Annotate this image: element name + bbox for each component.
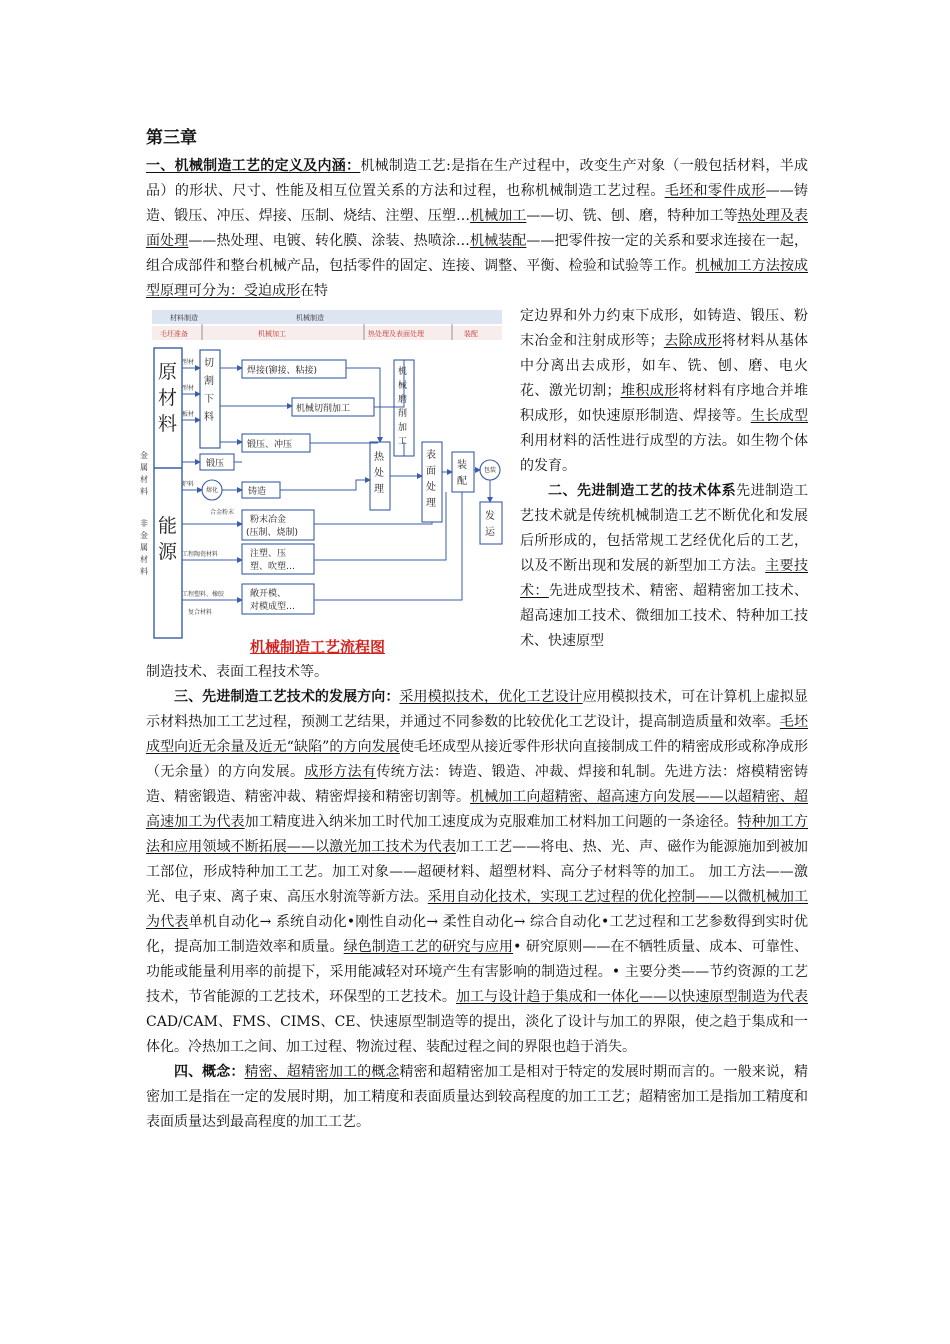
label-material-manufacturing: 材料制造 xyxy=(170,314,198,322)
svg-text:敞开模、: 敞开模、 xyxy=(250,589,287,599)
section-3-paragraph: 三、先进制造工艺技术的发展方向：采用模拟技术，优化工艺设计应用模拟技术，可在计算机上虚拟显示材料热加工工艺过程，预测工艺结果，并通过不同参数的比较优化工艺设计，提高制造质量和效率。毛坯成型向近无余量及近无“缺陷”的方向发展使毛坯成型从接近零件形状向直接制成工件的精密成形或称净成形（无余量）的方向发展。成形方法有传统方法：铸造、锻造、冲裁、焊接和轧制。先进方法：熔模精密铸造、精密锻造、精密冲裁、精密焊接和精密切割等。机械加工向超精密、超高速方向发展——以超精密、超高速加工为代表加工精度进入纳米加工时代加工速度成为克服难加工材料加工问题的一条途径。特种加工方法和应用领域不断拓展——以激光加工技术为代表加工工艺——将电、热、光、声、磁作为能源施加到被加工部位，形成特种加工工艺。加工对象——超硬材料、超塑材料、高分子材料等的加工。 加工方法——激光、电子束、离子束、高压水射流等新方法。采用自动化技术，实现工艺过程的优化控制——以微机械加工为代表单机自动化→ 系统自动化•刚性自动化→ 柔性自动化→ 综合自动化•工艺过程和工艺参数得到实时优化，提高加工制造效率和质量。绿色制造工艺的研究与应用• 研究原则——在不牺牲质量、成本、可靠性、功能或能量利用率的前提下，采用能减轻对环境产生有害影响的制造过程。• 主要分类——节约资源的工艺技术，节省能源的工艺技术，环保型的工艺技术。加工与设计趋于集成和一体化——以快速原型制造为代表CAD/CAM、FMS、CIMS、CE、快速原型制造等的提出，淡化了设计与加工的界限，使之趋于集成和一体化。冷热加工之间、加工过程、物流过程、装配过程之间的界限也趋于消失。 xyxy=(146,689,809,1055)
svg-text:机械切削加工: 机械切削加工 xyxy=(296,404,351,414)
svg-text:炉料: 炉料 xyxy=(182,481,195,488)
svg-text:板材: 板材 xyxy=(182,411,195,418)
svg-text:焊接(铆接、粘接): 焊接(铆接、粘接) xyxy=(247,366,318,376)
section-4-heading: 四、概念： xyxy=(174,1064,245,1080)
section-2-paragraph: 二、先进制造工艺的技术体系先进制造工艺技术就是传统机械制造工艺不断优化和发展后所形成的，包括常规工艺经优化后的工艺，以及不断出现和发展的新型加工方法。主要技术：先进成型技术、精密、超精密加工技术、超高速加工技术、微细加工技术、特种加工技术、快速原型 xyxy=(520,483,809,649)
svg-text:机械磨削加工: 机械磨削加工 xyxy=(398,367,408,447)
after-figure-line: 制造技术、表面工程技术等。 xyxy=(146,664,328,680)
raw-material-label: 原材料 xyxy=(158,361,178,435)
figure-caption: 机械制造工艺流程图 xyxy=(250,638,386,656)
chapter-title: 第三章 xyxy=(146,128,197,148)
svg-text:型材: 型材 xyxy=(182,359,195,366)
svg-text:对模成型…: 对模成型… xyxy=(250,602,296,612)
section-1-paragraph: 一、机械制造工艺的定义及内涵：机械制造工艺:是指在生产过程中，改变生产对象（一般包括材料，半成品）的形状、尺寸、性能及相互位置关系的方法和过程，也称机械制造工艺过程。毛坯和零件成形——铸造、锻压、冲压、焊接、压制、烧结、注塑、压塑…机械加工——切、铣、刨、磨，特种加工等热处理及表面处理——热处理、电镀、转化膜、涂装、热喷涂…机械装配——把零件按一定的关系和要求连接在一起，组合成部件和整台机械产品，包括零件的固定、连接、调整、平衡、检验和试验等工作。机械加工方法按成型原理可分为：受迫成形在特 xyxy=(146,158,809,299)
energy-label: 能源 xyxy=(158,515,178,563)
svg-text:发运: 发运 xyxy=(485,511,495,538)
side-paragraph-1: 定边界和外力约束下成形，如铸造、锻压、粉末冶金和注射成形等；去除成形将材料从基体中分离出去成形，如车、铣、刨、磨、电火花、激光切割；堆积成形将材料有序地合并堆积成形，如快速原形制造、焊接等。生长成型利用材料的活性进行成型的方法。如生物个体的发育。 xyxy=(520,308,809,474)
side-text-column xyxy=(520,304,808,654)
svg-text:热处理: 热处理 xyxy=(374,452,384,495)
svg-text:(压制、烧制): (压制、烧制) xyxy=(246,528,299,538)
svg-text:装配: 装配 xyxy=(457,460,467,487)
stage-machining: 机械加工 xyxy=(258,330,286,338)
stage-assembly: 装配 xyxy=(464,330,478,338)
document-page xyxy=(140,126,809,1135)
svg-text:切割下料: 切割下料 xyxy=(204,358,214,423)
svg-text:粉末冶金: 粉末冶金 xyxy=(250,515,287,525)
stage-heat-treatment: 热处理及表面处理 xyxy=(368,330,424,338)
svg-text:熔化: 熔化 xyxy=(206,487,219,494)
svg-text:锻压: 锻压 xyxy=(206,459,225,469)
label-metal-materials: 金属材料 xyxy=(140,451,148,496)
figure-section xyxy=(140,304,809,664)
process-flow-diagram xyxy=(140,308,510,638)
svg-text:表面处理: 表面处理 xyxy=(426,450,436,509)
section-1-heading: 一、机械制造工艺的定义及内涵： xyxy=(146,158,361,174)
svg-text:合金粉末: 合金粉末 xyxy=(210,509,235,516)
svg-text:工程陶瓷材料: 工程陶瓷材料 xyxy=(182,551,219,558)
stage-blank-prep: 毛坯准备 xyxy=(160,330,188,338)
svg-text:型材: 型材 xyxy=(182,385,195,392)
label-nonmetal-materials: 非金属材料 xyxy=(140,519,148,576)
svg-text:锻压、冲压: 锻压、冲压 xyxy=(247,440,293,450)
svg-text:塑、吹塑…: 塑、吹塑… xyxy=(250,562,296,572)
svg-text:工程塑料、橡胶: 工程塑料、橡胶 xyxy=(182,591,225,598)
svg-text:铸造: 铸造 xyxy=(248,487,267,497)
svg-text:注塑、压: 注塑、压 xyxy=(250,549,287,559)
section-3-heading: 三、先进制造工艺技术的发展方向： xyxy=(174,689,400,705)
label-mechanical-manufacturing: 机械制造 xyxy=(296,314,324,322)
svg-text:包装: 包装 xyxy=(484,467,497,474)
svg-text:复合材料: 复合材料 xyxy=(188,609,213,616)
section-4-paragraph: 四、概念：精密、超精密加工的概念精密和超精密加工是相对于特定的发展时期而言的。一般来说，精密加工是指在一定的发展时期，加工精度和表面质量达到较高程度的加工工艺；超精密加工是指加工精度和表面质量达到最高程度的加工工艺。 xyxy=(146,1064,809,1130)
section-2-heading: 二、先进制造工艺的技术体系 xyxy=(548,483,737,499)
